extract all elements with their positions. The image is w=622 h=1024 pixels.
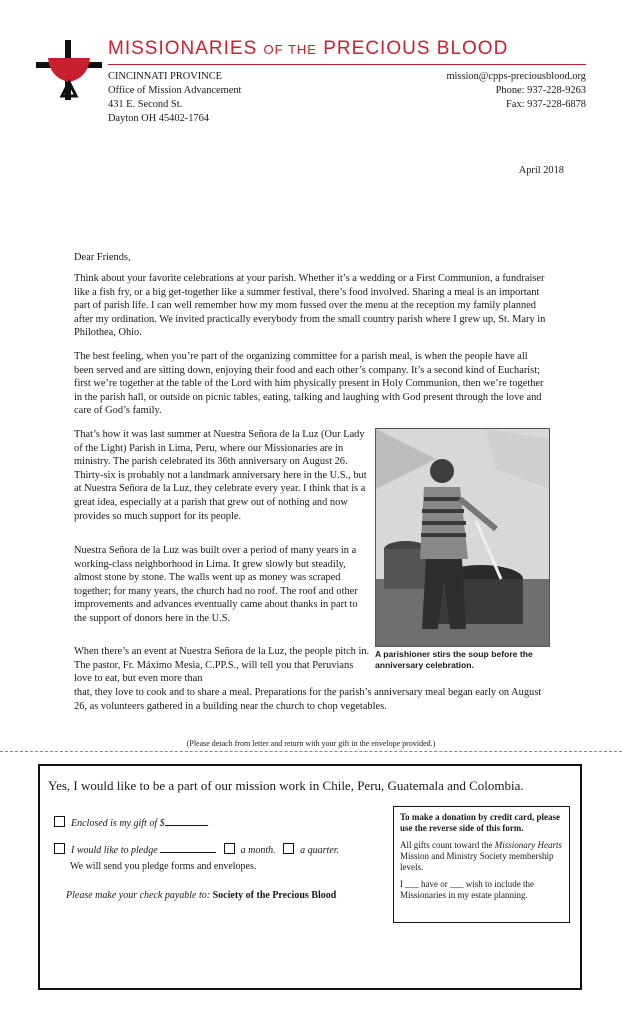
payable-label: Please make your check payable to: [66, 890, 213, 901]
pledge-checkbox[interactable] [54, 843, 65, 854]
email-link[interactable]: mission@cpps-preciousblood.org [446, 71, 586, 82]
paragraph: Nuestra Señora de la Luz was built over a period of many years in a working-class neighborhood in Lima. It grew slowly but steadily, almost stone by stone. The walls went up as money was scraped together; for many years, the church had no roof. The roof and other improvements and advances eventually came about thanks in part to the support of donors here in the U.S. [74, 545, 358, 624]
credit-card-note: To make a donation by credit card, please use the reverse side of this form. [400, 812, 561, 833]
membership-note-italic: Missionary Hearts [494, 840, 562, 850]
enclosed-gift-row: Enclosed is my gift of $ . [54, 816, 209, 829]
address-line: Office of Mission Advancement [108, 85, 242, 96]
pledge-note: We will send you pledge forms and envelopes. [70, 861, 257, 872]
pledge-row [54, 843, 339, 856]
membership-note-pre: All gifts count toward the [400, 840, 495, 850]
parishioner-photo [375, 428, 550, 647]
enclosed-gift-checkbox[interactable] [54, 816, 65, 827]
paragraph: The best feeling, when you’re part of the organizing committee for a parish meal, is when the people have all been served and are sitting down, enjoying their food and each other’s company. It’s a second kind of Eucharist; first we’re together at the table of the Lord with him physically present in Holy Communion, then we’re together in the parish hall, or outside on picnic tables, eating, talking and laughing with God present through the love and care of God’s family. [74, 351, 544, 417]
photo-illustration [376, 429, 549, 646]
paragraph: that, they love to cook and to share a meal. Preparations for the parish’s anniversary meal began early on August 26, as volunteers gathered in a building near the church to chop vegetables. [74, 687, 542, 712]
pledge-label: I would like to pledge [71, 845, 158, 856]
fax-number: Fax: 937-228-6878 [506, 99, 586, 110]
membership-note [400, 840, 563, 873]
monthly-label: a month. [240, 845, 276, 856]
address-line: CINCINNATI PROVINCE [108, 71, 223, 82]
org-name-of-the: OF THE [263, 42, 317, 57]
contact-info [446, 70, 586, 112]
header-rule [108, 64, 586, 65]
org-name-part1: MISSIONARIES [108, 38, 264, 59]
mailing-address [108, 70, 241, 126]
organization-title [108, 38, 508, 60]
monthly-checkbox[interactable] [224, 843, 235, 854]
cross-chalice-logo [36, 40, 102, 100]
paragraph: That’s how it was last summer at Nuestra Señora de la Luz (Our Lady of the Light) Parish in Lima, Peru, where our Missionaries are in ministry. The parish celebrated its 36th anniversary on August 26. Thirty-six is probably not a landmark anniversary here in the U.S., but at Nuestra Señora de la Luz, they celebrate every year. I think that is a great idea, especially at a parish that grew out of nothing and now provides so much support for its people. [74, 429, 367, 522]
estate-planning-note[interactable]: I ___ have or ___ wish to include the Missionaries in my estate planning. [400, 879, 534, 900]
paragraph: When there’s an event at Nuestra Señora de la Luz, the people pitch in. The pastor, Fr. Máximo Mesia, C.PP.S., will tell you that Peruvians love to eat, but even more than [74, 646, 370, 685]
enclosed-gift-label: Enclosed is my gift of $ [71, 818, 165, 829]
membership-note-post: Mission and Ministry Society membership levels. [400, 851, 554, 872]
payable-row [66, 890, 336, 901]
photo-caption: A parishioner stirs the soup before the anniversary celebration. [375, 649, 533, 670]
credit-card-info-box [393, 806, 570, 923]
letter-date: April 2018 [518, 165, 564, 176]
pledge-amount-field[interactable] [160, 852, 216, 853]
payable-to: Society of the Precious Blood [212, 890, 337, 901]
detach-instruction: (Please detach from letter and return with your gift in the envelope provided.) [186, 739, 436, 748]
quarterly-checkbox[interactable] [283, 843, 294, 854]
address-line: Dayton OH 45402-1764 [108, 113, 210, 124]
address-line: 431 E. Second St. [108, 99, 183, 110]
gift-amount-field[interactable] [165, 825, 207, 826]
quarterly-label: a quarter. [300, 845, 340, 856]
phone-number: Phone: 937-228-9263 [495, 85, 586, 96]
paragraph: Think about your favorite celebrations at your parish. Whether it’s a wedding or a First Communion, a fundraiser like a fish fry, or a big get-together like a summer festival, there’s food involved. Sharing a meal is an important part of parish life. I can well remember how my mom fussed over the menu at the reception my family planned after my ordination. We invited practically everybody from the small country parish where I grew up, St. Mary in Philothea, Ohio. [74, 273, 546, 339]
detach-dashed-line [0, 751, 622, 752]
form-heading: Yes, I would like to be a part of our mission work in Chile, Peru, Guatemala and Colombia. [48, 778, 524, 793]
org-name-part2: PRECIOUS BLOOD [316, 38, 509, 59]
greeting: Dear Friends, [74, 252, 131, 263]
